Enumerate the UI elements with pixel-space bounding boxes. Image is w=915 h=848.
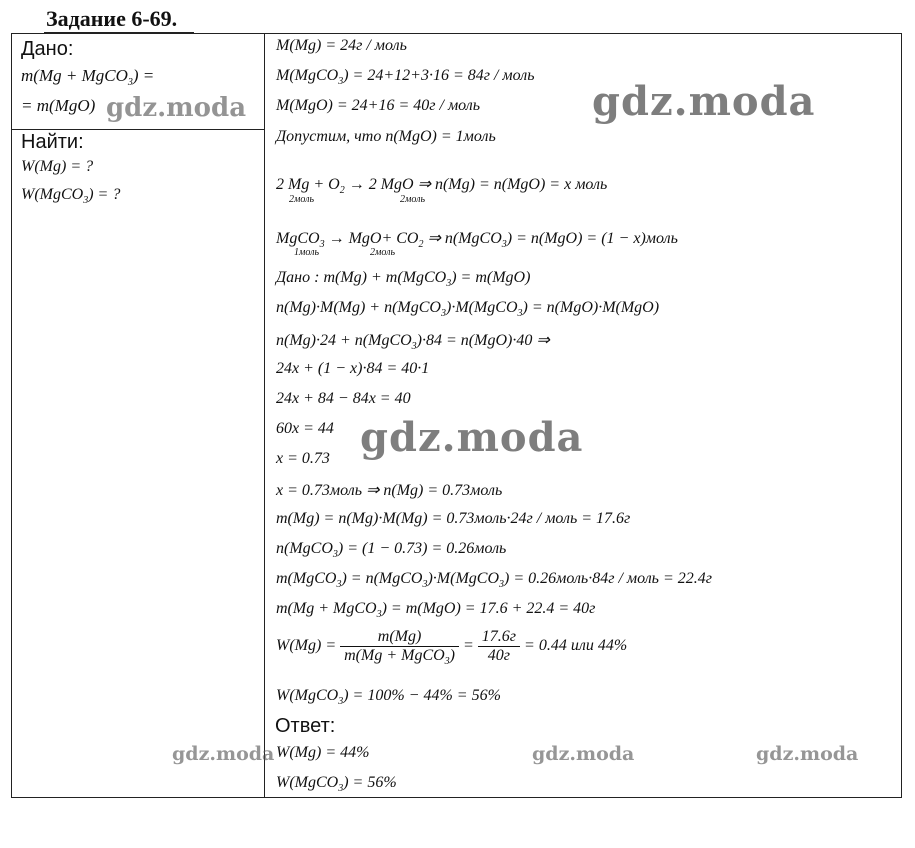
solution-line-6: MgCO$_3$ → $MgO+ CO_2$ ⇒ n(MgCO$_3$) = n(MgO) = (1 − x)моль [276,230,678,250]
given-line-1: m(Mg + MgCO$_3$) = [21,66,155,88]
watermark-logo: gdz.moda [756,743,859,765]
solution-line-9: n(Mg)·24 + n(MgCO$_3$)·84 = n(MgO)·40 ⇒ [276,332,550,352]
solution-line-17: m(MgCO$_3$) = n(MgCO$_3$)·M(MgCO$_3$) = 0.26моль·84г / моль = 22.4г [276,570,712,590]
answer-header: Ответ: [275,715,336,737]
solution-line-5-under-1: 2моль [289,194,315,205]
fraction-numeric: $\frac{17.6г}{40г}$ [478,628,520,665]
solution-line-19: W(Mg) = $\frac{m(Mg)}{m(Mg + MgCO_3)}$ = $\frac{17.6г}{40г}$ = 0.44 или 44% [276,628,628,667]
solution-line-11: 24x + 84 − 84x = 40 [276,390,411,407]
solution-line-5-under-2: 2моль [400,194,426,205]
solution-line-6-under-2: 2моль [370,247,396,258]
answer-line-2: W(MgCO$_3$) = 56% [276,774,397,794]
fraction-mass-ratio: $\frac{m(Mg)}{m(Mg + MgCO_3)}$ [340,628,459,665]
column-divider [264,34,265,797]
solution-line-6-under-1: 1моль [294,247,320,258]
watermark-logo: gdz.moda [172,743,275,765]
solution-line-1: M(Mg) = 24г / моль [276,37,407,54]
solution-line-14: x = 0.73моль ⇒ n(Mg) = 0.73моль [276,482,503,499]
watermark-logo: gdz.moda [360,414,584,461]
watermark-logo: gdz.moda [532,743,635,765]
solution-line-18: m(Mg + MgCO$_3$) = m(MgO) = 17.6 + 22.4 = 40г [276,600,596,620]
solution-line-8: n(Mg)·M(Mg) + n(MgCO$_3$)·M(MgCO$_3$) = n(MgO)·M(MgO) [276,299,660,319]
solution-line-15: m(Mg) = n(Mg)·M(Mg) = 0.73моль·24г / моль = 17.6г [276,510,631,527]
solution-line-16: n(MgCO$_3$) = (1 − 0.73) = 0.26моль [276,540,507,560]
answer-line-1: W(Mg) = 44% [276,744,370,761]
find-line-1: W(Mg) = ? [21,158,94,175]
solution-line-20: W(MgCO$_3$) = 100% − 44% = 56% [276,687,501,707]
task-title: Задание 6-69. [46,6,178,31]
watermark-logo: gdz.moda [106,93,247,123]
given-header: Дано: [21,38,74,60]
solution-line-7: Дано : m(Mg) + m(MgCO$_3$) = m(MgO) [276,269,531,289]
given-line-2: = m(MgO) [21,96,96,115]
solution-line-12: 60x = 44 [276,420,334,437]
solution-line-4: Допустим, что n(MgO) = 1моль [276,128,496,145]
solution-line-5: 2 $Mg + O_2 \to 2$ MgO ⇒ n(Mg) = n(MgO) = x моль [276,176,608,196]
watermark-logo: gdz.moda [592,78,816,125]
row-divider [12,129,264,130]
solution-line-2: M(MgCO$_3$) = 24+12+3·16 = 84г / моль [276,67,535,87]
find-line-2: W(MgCO$_3$) = ? [21,186,121,206]
solution-line-13: x = 0.73 [276,450,330,467]
solution-line-3: M(MgO) = 24+16 = 40г / моль [276,97,481,114]
find-header: Найти: [21,131,84,153]
solution-line-10: 24x + (1 − x)·84 = 40·1 [276,360,430,377]
